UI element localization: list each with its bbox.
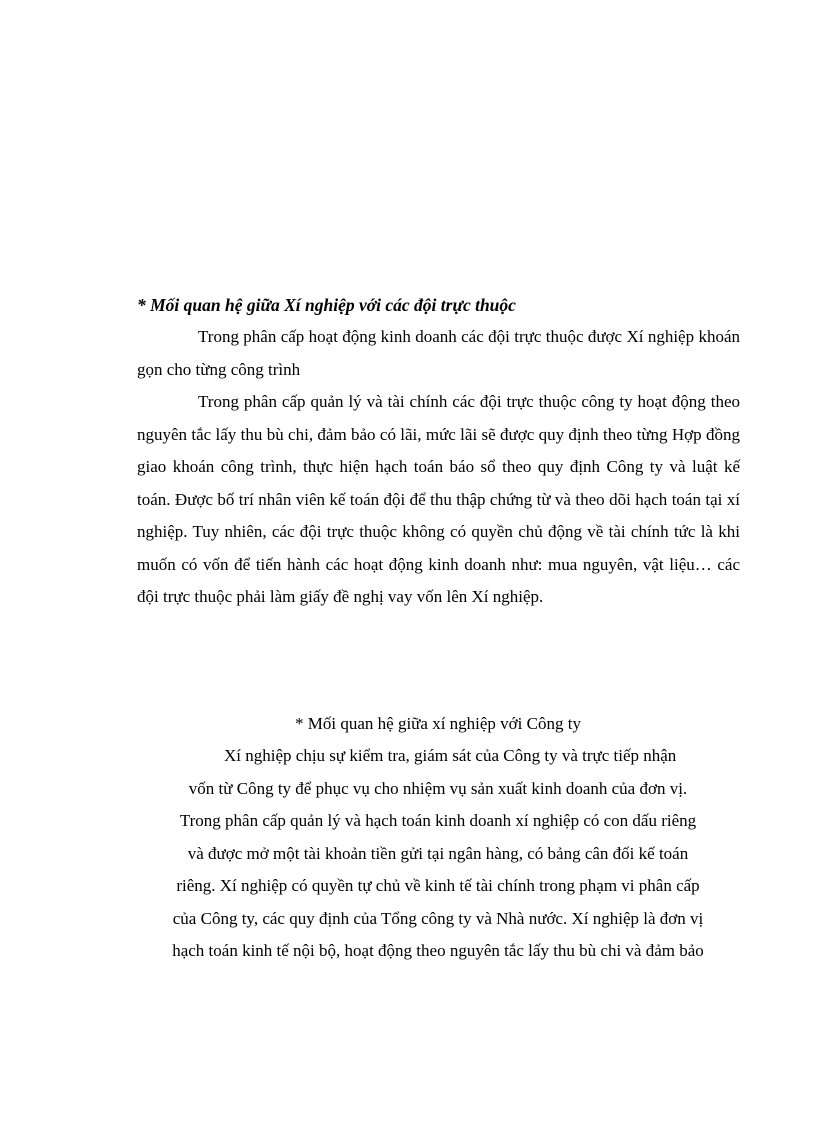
text-line: Xí nghiệp chịu sự kiểm tra, giám sát của Công ty và trực tiếp nhận: [224, 746, 677, 765]
section-company-relations: [132, 708, 744, 968]
text-line: vốn từ Công ty để phục vụ cho nhiệm vụ sản xuất kinh doanh của đơn vị.: [188, 778, 688, 798]
text-line: của Công ty, các quy định của Tổng công ty và Nhà nước. Xí nghiệp là đơn vị: [172, 908, 704, 928]
section-heading-company-relations: * Mối quan hệ giữa xí nghiệp với Công ty: [295, 714, 581, 733]
text-line: và được mở một tài khoản tiền gửi tại ngân hàng, có bảng cân đối kế toán: [187, 843, 689, 863]
text-line: Trong phân cấp quản lý và hạch toán kinh doanh xí nghiệp có con dấu riêng: [179, 811, 697, 830]
text-line: riêng. Xí nghiệp có quyền tự chủ về kinh tế tài chính trong phạm vi phân cấp: [176, 876, 700, 895]
section-heading-team-relations: * Mối quan hệ giữa Xí nghiệp với các đội trực thuộc: [137, 295, 516, 315]
paragraph-contracting: Trong phân cấp hoạt động kinh doanh các đội trực thuộc được Xí nghiệp khoán gọn cho từng công trình: [137, 327, 740, 379]
paragraph-finance-management: Trong phân cấp quản lý và tài chính các đội trực thuộc công ty hoạt động theo nguyên tắc lấy thu bù chi, đảm bảo có lãi, mức lãi sẽ được quy định theo từng Hợp đồng giao khoán công trình, thực hiện hạch toán báo sổ theo quy định Công ty và luật kế toán. Được bố trí nhân viên kế toán đội để thu thập chứng từ và theo dõi hạch toán tại xí nghiệp. Tuy nhiên, các đội trực thuộc không có quyền chủ động về tài chính tức là khi muốn có vốn để tiến hành các hoạt động kinh doanh như: mua nguyên, vật liệu… các đội trực thuộc phải làm giấy đề nghị vay vốn lên Xí nghiệp.: [137, 392, 740, 606]
text-line: hạch toán kinh tế nội bộ, hoạt động theo nguyên tắc lấy thu bù chi và đảm bảo: [172, 941, 704, 960]
section-team-relations: [137, 289, 740, 614]
